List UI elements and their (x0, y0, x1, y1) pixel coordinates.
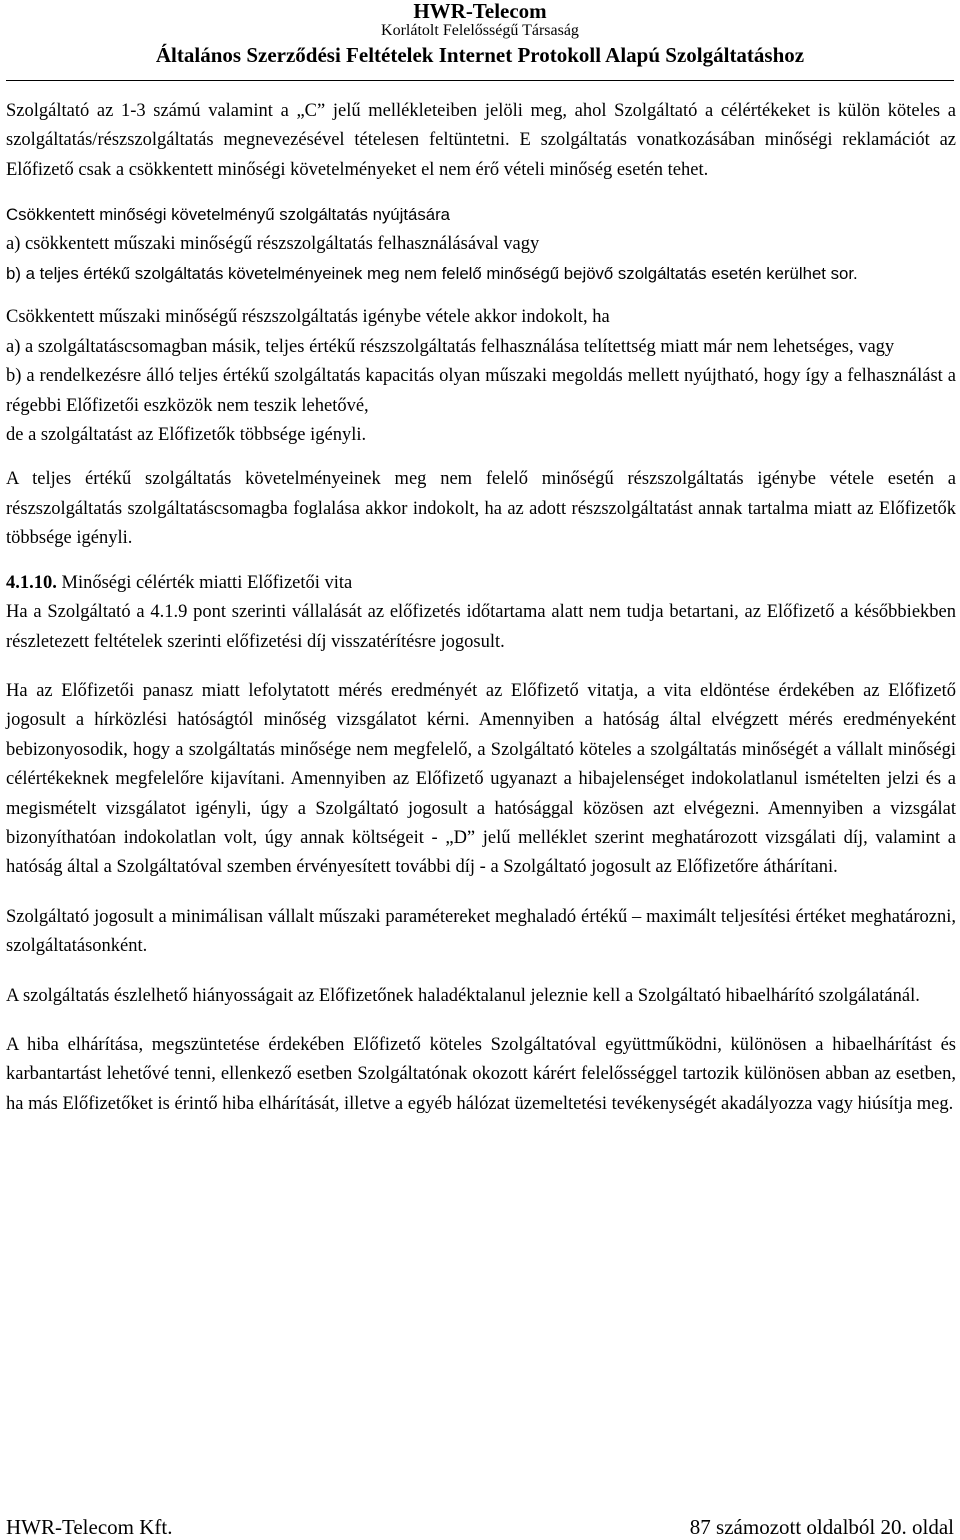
section-heading (6, 569, 956, 598)
paragraph-6: Ha az Előfizetői panasz miatt lefolytatott mérés eredményét az Előfizető vitatja, a vita eldöntése érdekében az Előfizető jogosult a hírközlési hatóságtól minőség vizsgálatot kérni. Amennyiben a hatóság által elvégzett mérés eredményeként bebizonyosodik, hogy a szolgáltatás minősége nem megfelelő, a Szolgáltató köteles a szolgáltatás minőségét a vállalt minőségi célértékeknek megfelelőre kijavítani. Amennyiben az Előfizető ugyanazt a hibajelenséget indokolatlanul ismételten jelzi és a megismételt vizsgálatot igényli, úgy a Szolgáltató jogosult a hatósággal közösen azt elvégezni. Amennyiben a vizsgálat bizonyíthatóan indokolatlan volt, úgy annak költségeit - „D” jelű melléklet szerint meghatározott vizsgálati díj, valamint a hatóság által a Szolgáltatóval szemben érvényesített további díj - a Szolgáltató jogosult az Előfizetőre áthárítani. (6, 680, 956, 878)
document-title: Általános Szerződési Feltételek Internet Protokoll Alapú Szolgáltatáshoz (155, 43, 805, 67)
paragraph-7: Szolgáltató jogosult a minimálisan vállalt műszaki paramétereket meghaladó értékű – maximált teljesítési értéket meghatározni, szolgáltatásonként. (6, 906, 956, 957)
paragraph-3 (6, 303, 956, 450)
paragraph-5: Ha a Szolgáltató a 4.1.9 pont szerinti vállalását az előfizetés időtartama alatt nem tudja betartani, az Előfizető a későbbiekben részletezett feltételek szerinti előfizetési díj visszatérítésre jogosult. (6, 602, 956, 652)
paragraph-3-intro: Csökkentett műszaki minőségű részszolgáltatás igénybe vétele akkor indokolt, ha (6, 307, 610, 328)
paragraph-1: Szolgáltató az 1-3 számú valamint a „C” jelű mellékleteiben jelöli meg, ahol Szolgáltató a célértékeket is külön köteles a szolgáltatás/részszolgáltatás megnevezésével tételesen feltüntetni. E szolgáltatás vonatkozásában minőségi reklamációt az Előfizető csak a csökkentett minőségi követelményeket el nem érő vételi minőség esetén tehet. (6, 101, 956, 180)
paragraph-2-item-a: a) csökkentett műszaki minőségű részszolgáltatás felhasználásával vagy (6, 233, 540, 254)
page-header (0, 0, 960, 67)
footer-page-number: 87 számozott oldalból 20. oldal (689, 1515, 954, 1539)
header-divider (6, 80, 954, 81)
paragraph-2 (6, 200, 956, 288)
footer-company: HWR-Telecom Kft. (6, 1515, 173, 1539)
company-name: HWR-Telecom (413, 0, 547, 23)
section-4-1-10 (6, 569, 956, 657)
paragraph-2-item-b: b) a teljes értékű szolgáltatás követelményeinek meg nem felelő minőségű bejövő szolgáltatás esetén kerülhet sor. (6, 264, 858, 284)
paragraph-2-intro: Csökkentett minőségi követelményű szolgáltatás nyújtására (6, 205, 450, 225)
paragraph-3-item-b: b) a rendelkezésre álló teljes értékű szolgáltatás kapacitás olyan műszaki megoldás mellett nyújtható, hogy így a felhasználást a régebbi Előfizetői eszközök nem teszik lehetővé, (6, 366, 956, 416)
page-footer (6, 1514, 954, 1540)
paragraph-8: A szolgáltatás észlelhető hiányosságait az Előfizetőnek haladéktalanul jeleznie kell a Szolgáltató hibaelhárító szolgálatánál. (6, 985, 920, 1006)
section-title: Minőségi célérték miatti Előfizetői vita (56, 572, 353, 593)
paragraph-4: A teljes értékű szolgáltatás követelményeinek meg nem felelő minőségű részszolgáltatás igénybe vétele esetén a részszolgáltatás szolgáltatáscsomagba foglalása akkor indokolt, ha az adott részszolgáltatást annak tartalma miatt az Előfizetők többsége igényli. (6, 469, 956, 549)
document-body (6, 97, 956, 1119)
section-number: 4.1.10. (6, 572, 57, 593)
paragraph-3-item-c: de a szolgáltatást az Előfizetők többsége igényli. (6, 425, 367, 446)
company-form: Korlátolt Felelősségű Társaság (381, 22, 579, 39)
paragraph-9: A hiba elhárítása, megszüntetése érdekében Előfizető köteles Szolgáltatóval együttműködni, különösen a hibaelhárítást és karbantartást lehetővé tenni, ellenkező esetben Szolgáltatónak okozott kárért felelősséggel tartozik különösen abban az esetben, ha más Előfizetőket is érintő hiba elhárítását, illetve a egyéb hálózat üzemeltetési tevékenységét akadályozza vagy hiúsítja meg. (6, 1034, 956, 1114)
paragraph-3-item-a: a) a szolgáltatáscsomagban másik, teljes értékű részszolgáltatás felhasználása telítettség miatt már nem lehetséges, vagy (6, 336, 895, 357)
